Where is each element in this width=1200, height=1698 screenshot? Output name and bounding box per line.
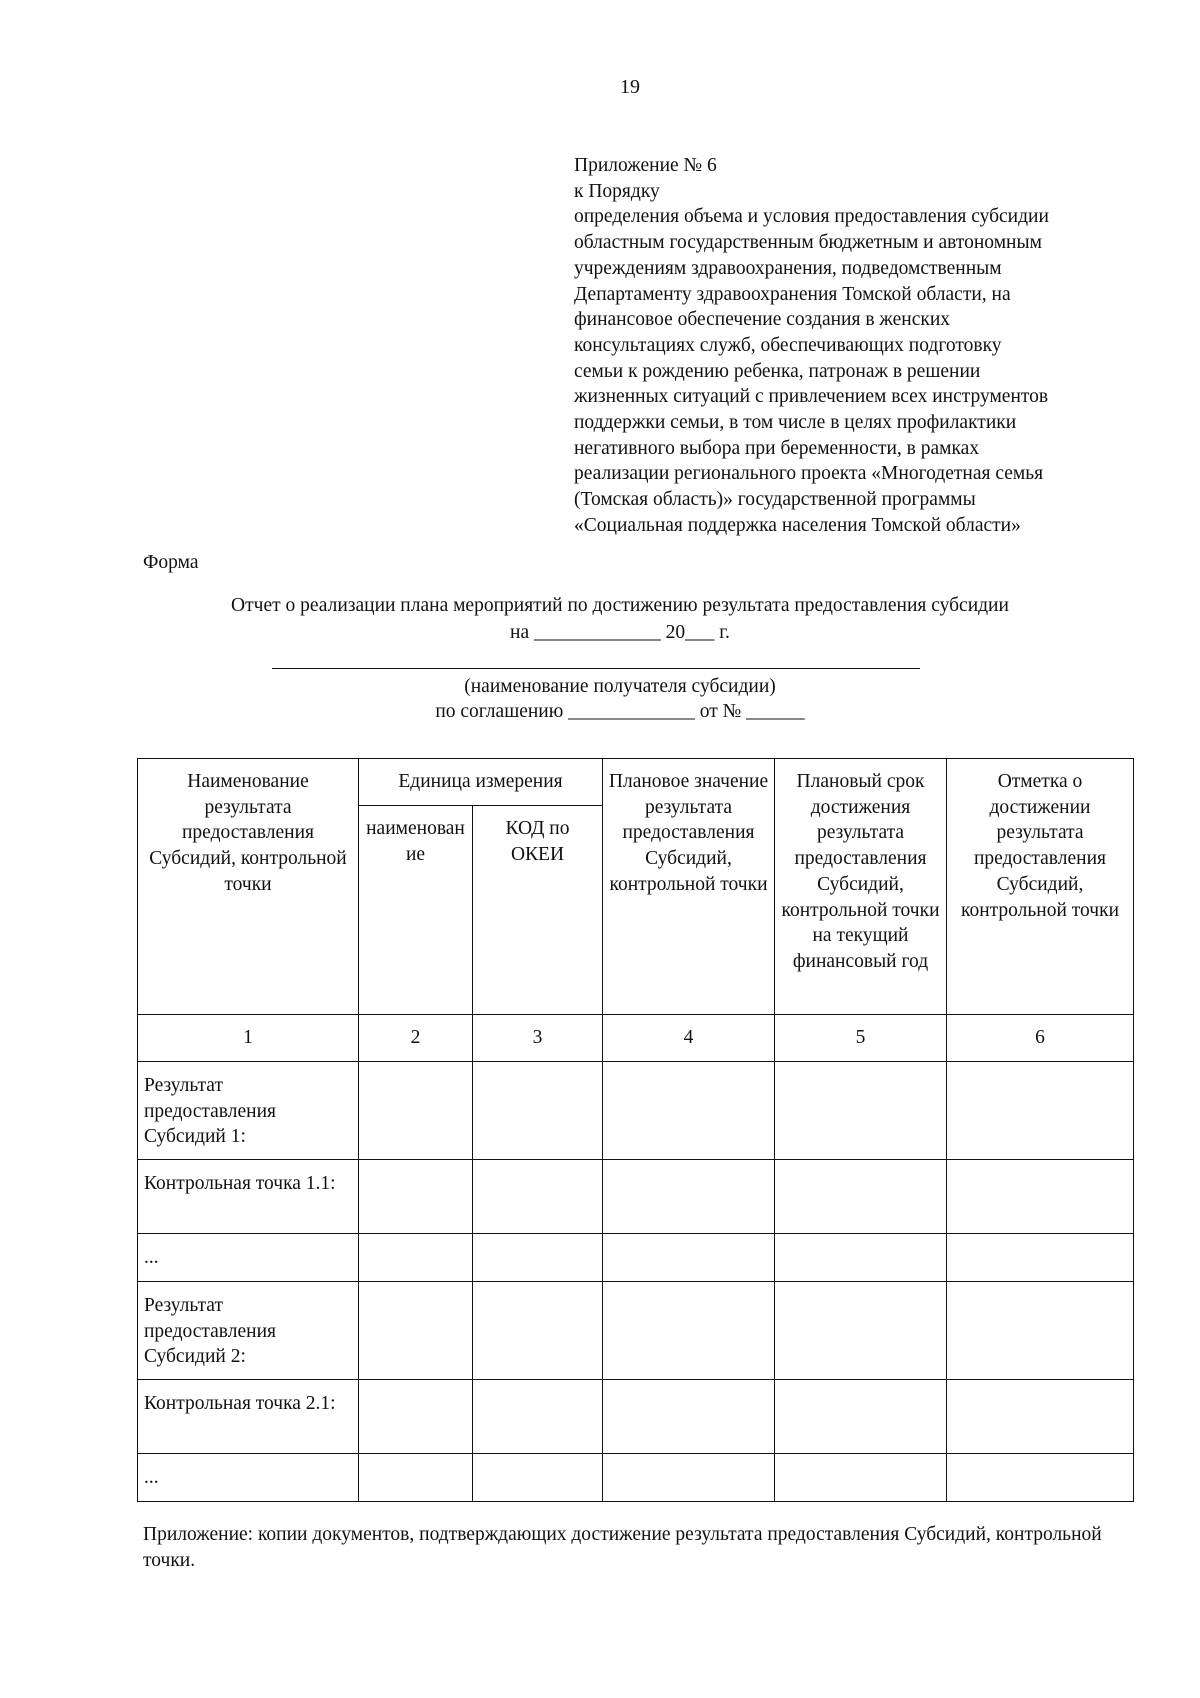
table-cell[interactable] xyxy=(775,1282,947,1380)
appendix-line: учреждениям здравоохранения, подведомственным xyxy=(574,257,1002,279)
table-cell[interactable] xyxy=(947,1380,1134,1454)
row-label: ... xyxy=(138,1454,359,1502)
column-number: 2 xyxy=(359,1015,473,1062)
row-label: Контрольная точка 2.1: xyxy=(138,1380,359,1454)
column-number: 5 xyxy=(775,1015,947,1062)
appendix-line: областным государственным бюджетным и автономным xyxy=(574,232,1042,254)
table-cell[interactable] xyxy=(775,1454,947,1502)
table-cell[interactable] xyxy=(473,1454,603,1502)
appendix-order: к Порядку xyxy=(574,180,660,202)
appendix-line: реализации регионального проекта «Многодетная семья xyxy=(574,463,1044,485)
header-unit-code: КОД по ОКЕИ xyxy=(473,806,603,1015)
row-label: Результат предоставления Субсидий 1: xyxy=(138,1062,359,1160)
table-cell[interactable] xyxy=(603,1380,775,1454)
table-cell[interactable] xyxy=(775,1160,947,1234)
table-row xyxy=(138,1380,1134,1454)
table-cell[interactable] xyxy=(603,1454,775,1502)
table-row xyxy=(138,1234,1134,1282)
column-number: 1 xyxy=(138,1015,359,1062)
table-cell[interactable] xyxy=(359,1282,473,1380)
table-cell[interactable] xyxy=(947,1454,1134,1502)
table-cell[interactable] xyxy=(473,1282,603,1380)
header-unit-group: Единица измерения xyxy=(359,759,603,806)
appendix-line: консультациях служб, обеспечивающих подготовку xyxy=(574,334,1002,356)
recipient-caption: (наименование получателя субсидии) xyxy=(464,676,776,697)
table-cell[interactable] xyxy=(359,1234,473,1282)
agreement-line: по соглашению _____________ от № ______ xyxy=(435,701,805,722)
form-label: Форма xyxy=(143,552,199,573)
column-number: 3 xyxy=(473,1015,603,1062)
appendix-line: жизненных ситуаций с привлечением всех инструментов xyxy=(574,386,1049,408)
page-number: 19 xyxy=(620,76,640,98)
table-cell[interactable] xyxy=(947,1234,1134,1282)
row-label: Результат предоставления Субсидий 2: xyxy=(138,1282,359,1380)
table-row xyxy=(138,1160,1134,1234)
table-cell[interactable] xyxy=(359,1454,473,1502)
table-cell[interactable] xyxy=(947,1160,1134,1234)
header-achievement-mark: Отметка о достижении результата предоставления Субсидий, контрольной точки xyxy=(947,759,1134,1015)
appendix-line: (Томская область)» государственной программы xyxy=(574,489,976,511)
appendix-number: Приложение № 6 xyxy=(574,155,717,176)
header-row xyxy=(138,759,1134,806)
table-row xyxy=(138,1454,1134,1502)
table-cell[interactable] xyxy=(473,1380,603,1454)
column-number-row xyxy=(138,1015,1134,1062)
row-label: Контрольная точка 1.1: xyxy=(138,1160,359,1234)
table-cell[interactable] xyxy=(359,1380,473,1454)
table-cell[interactable] xyxy=(947,1062,1134,1160)
footer-note: Приложение: копии документов, подтверждающих достижение результата предоставления Субсидий, контрольной точки. xyxy=(143,1524,1102,1571)
header-planned-value: Плановое значение результата предоставления Субсидий, контрольной точки xyxy=(603,759,775,1015)
appendix-line: поддержки семьи, в том числе в целях профилактики xyxy=(574,412,1017,434)
report-title: Отчет о реализации плана мероприятий по достижению результата предоставления субсидии xyxy=(231,595,1009,616)
table-row xyxy=(138,1062,1134,1160)
table-cell[interactable] xyxy=(359,1062,473,1160)
appendix-line: негативного выбора при беременности, в рамках xyxy=(574,437,980,459)
appendix-reference xyxy=(574,153,1121,539)
column-number: 6 xyxy=(947,1015,1134,1062)
recipient-name-rule xyxy=(272,668,920,669)
appendix-line: определения объема и условия предоставления субсидии xyxy=(574,206,1049,228)
header-result-name: Наименование результата предоставления Субсидий, контрольной точки xyxy=(138,759,359,1015)
table-cell[interactable] xyxy=(603,1282,775,1380)
table-cell[interactable] xyxy=(775,1380,947,1454)
appendix-line: Департаменту здравоохранения Томской области, на xyxy=(574,283,1011,305)
column-number: 4 xyxy=(603,1015,775,1062)
table-cell[interactable] xyxy=(473,1234,603,1282)
appendix-line: «Социальная поддержка населения Томской области» xyxy=(574,514,1021,536)
report-date-line: на _____________ 20___ г. xyxy=(510,622,730,643)
header-planned-deadline: Плановый срок достижения результата предоставления Субсидий, контрольной точки на текущий финансовый год xyxy=(775,759,947,1015)
table-cell[interactable] xyxy=(603,1234,775,1282)
table-cell[interactable] xyxy=(775,1234,947,1282)
table-cell[interactable] xyxy=(603,1062,775,1160)
table-cell[interactable] xyxy=(473,1062,603,1160)
table-cell[interactable] xyxy=(603,1160,775,1234)
header-unit-name: наименование xyxy=(359,806,473,1015)
appendix-line: финансовое обеспечение создания в женских xyxy=(574,309,951,331)
report-table xyxy=(137,758,1134,1502)
appendix-line: семьи к рождению ребенка, патронаж в решении xyxy=(574,360,981,382)
row-label: ... xyxy=(138,1234,359,1282)
table-cell[interactable] xyxy=(359,1160,473,1234)
table-cell[interactable] xyxy=(947,1282,1134,1380)
table-cell[interactable] xyxy=(775,1062,947,1160)
table-row xyxy=(138,1282,1134,1380)
table-cell[interactable] xyxy=(473,1160,603,1234)
